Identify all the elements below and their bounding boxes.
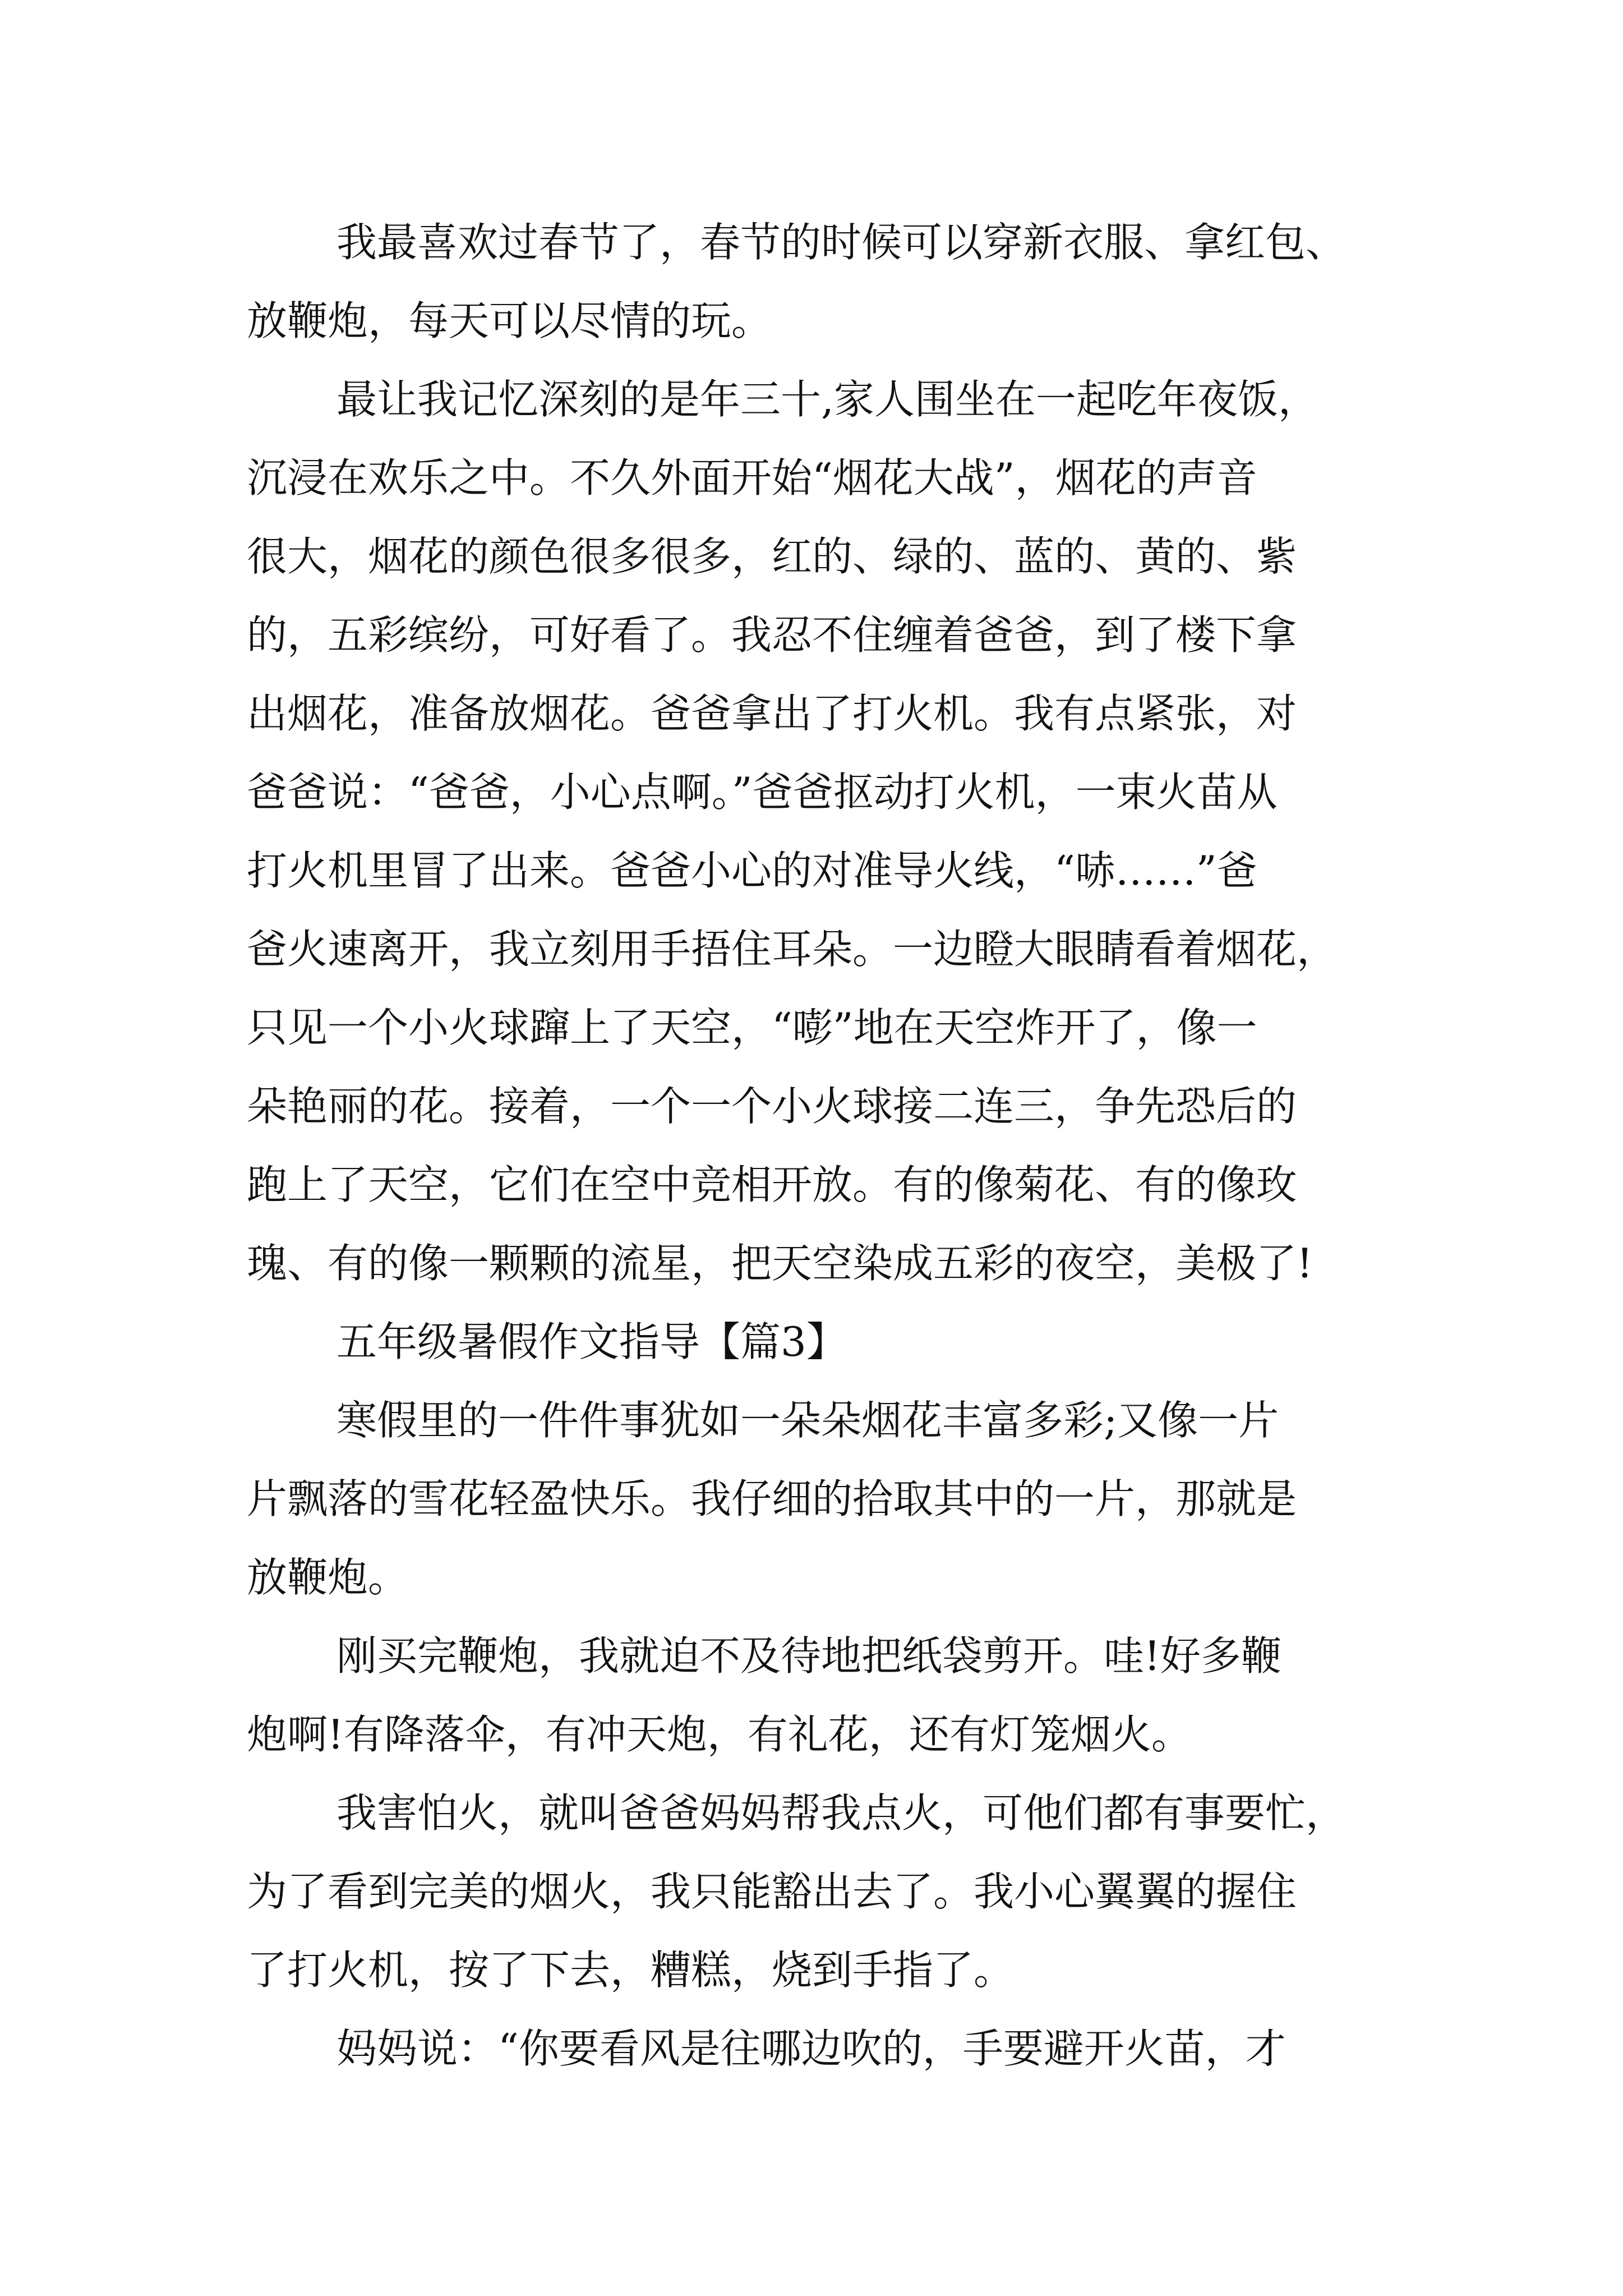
text-line-12: 朵艳丽的花。接着，一个一个小火球接二连三，争先恐后的	[247, 1083, 1297, 1130]
text-line-6: 的，五彩缤纷，可好看了。我忍不住缠着爸爸，到了楼下拿	[247, 611, 1297, 659]
text-line-21: 我害怕火，就叫爸爸妈妈帮我点火，可他们都有事要忙，	[336, 1789, 1347, 1837]
text-line-9: 打火机里冒了出来。爸爸小心的对准导火线，“哧……”爸	[247, 847, 1257, 894]
text-line-23: 了打火机，按了下去，糟糕，烧到手指了。	[247, 1947, 1015, 1994]
text-line-3: 最让我记忆深刻的是年三十,家人围坐在一起吃年夜饭，	[336, 376, 1318, 423]
text-line-16: 寒假里的一件件事犹如一朵朵烟花丰富多彩;又像一片	[336, 1397, 1279, 1444]
text-line-19: 刚买完鞭炮，我就迫不及待地把纸袋剪开。哇!好多鞭	[336, 1632, 1281, 1680]
text-line-20: 炮啊!有降落伞，有冲天炮，有礼花，还有灯笼烟火。	[247, 1711, 1192, 1758]
text-line-1: 我最喜欢过春节了，春节的时候可以穿新衣服、拿红包、	[336, 219, 1347, 266]
text-line-2: 放鞭炮，每天可以尽情的玩。	[247, 297, 772, 344]
text-line-8: 爸爸说：“爸爸，小心点啊。”爸爸抠动打火机，一束火苗从	[247, 769, 1278, 816]
text-line-10: 爸火速离开，我立刻用手捂住耳朵。一边瞪大眼睛看着烟花，	[247, 926, 1338, 973]
text-line-7: 出烟花，准备放烟花。爸爸拿出了打火机。我有点紧张，对	[247, 690, 1297, 737]
text-line-4: 沉浸在欢乐之中。不久外面开始“烟花大战”，烟花的声音	[247, 454, 1257, 501]
text-line-18: 放鞭炮。	[247, 1554, 409, 1601]
section-heading: 五年级暑假作文指导【篇3】	[336, 1318, 847, 1365]
text-line-5: 很大，烟花的颜色很多很多，红的、绿的、蓝的、黄的、紫	[247, 533, 1297, 580]
text-line-11: 只见一个小火球蹿上了天空，“嘭”地在天空炸开了，像一	[247, 1004, 1257, 1051]
text-line-17: 片飘落的雪花轻盈快乐。我仔细的拾取其中的一片，那就是	[247, 1475, 1297, 1522]
text-line-13: 跑上了天空，它们在空中竞相开放。有的像菊花、有的像玫	[247, 1161, 1297, 1208]
text-line-22: 为了看到完美的烟火，我只能豁出去了。我小心翼翼的握住	[247, 1868, 1297, 1915]
text-line-24: 妈妈说：“你要看风是往哪边吹的，手要避开火苗，才	[336, 2025, 1286, 2072]
text-line-14: 瑰、有的像一颗颗的流星，把天空染成五彩的夜空，美极了!	[247, 1240, 1313, 1287]
